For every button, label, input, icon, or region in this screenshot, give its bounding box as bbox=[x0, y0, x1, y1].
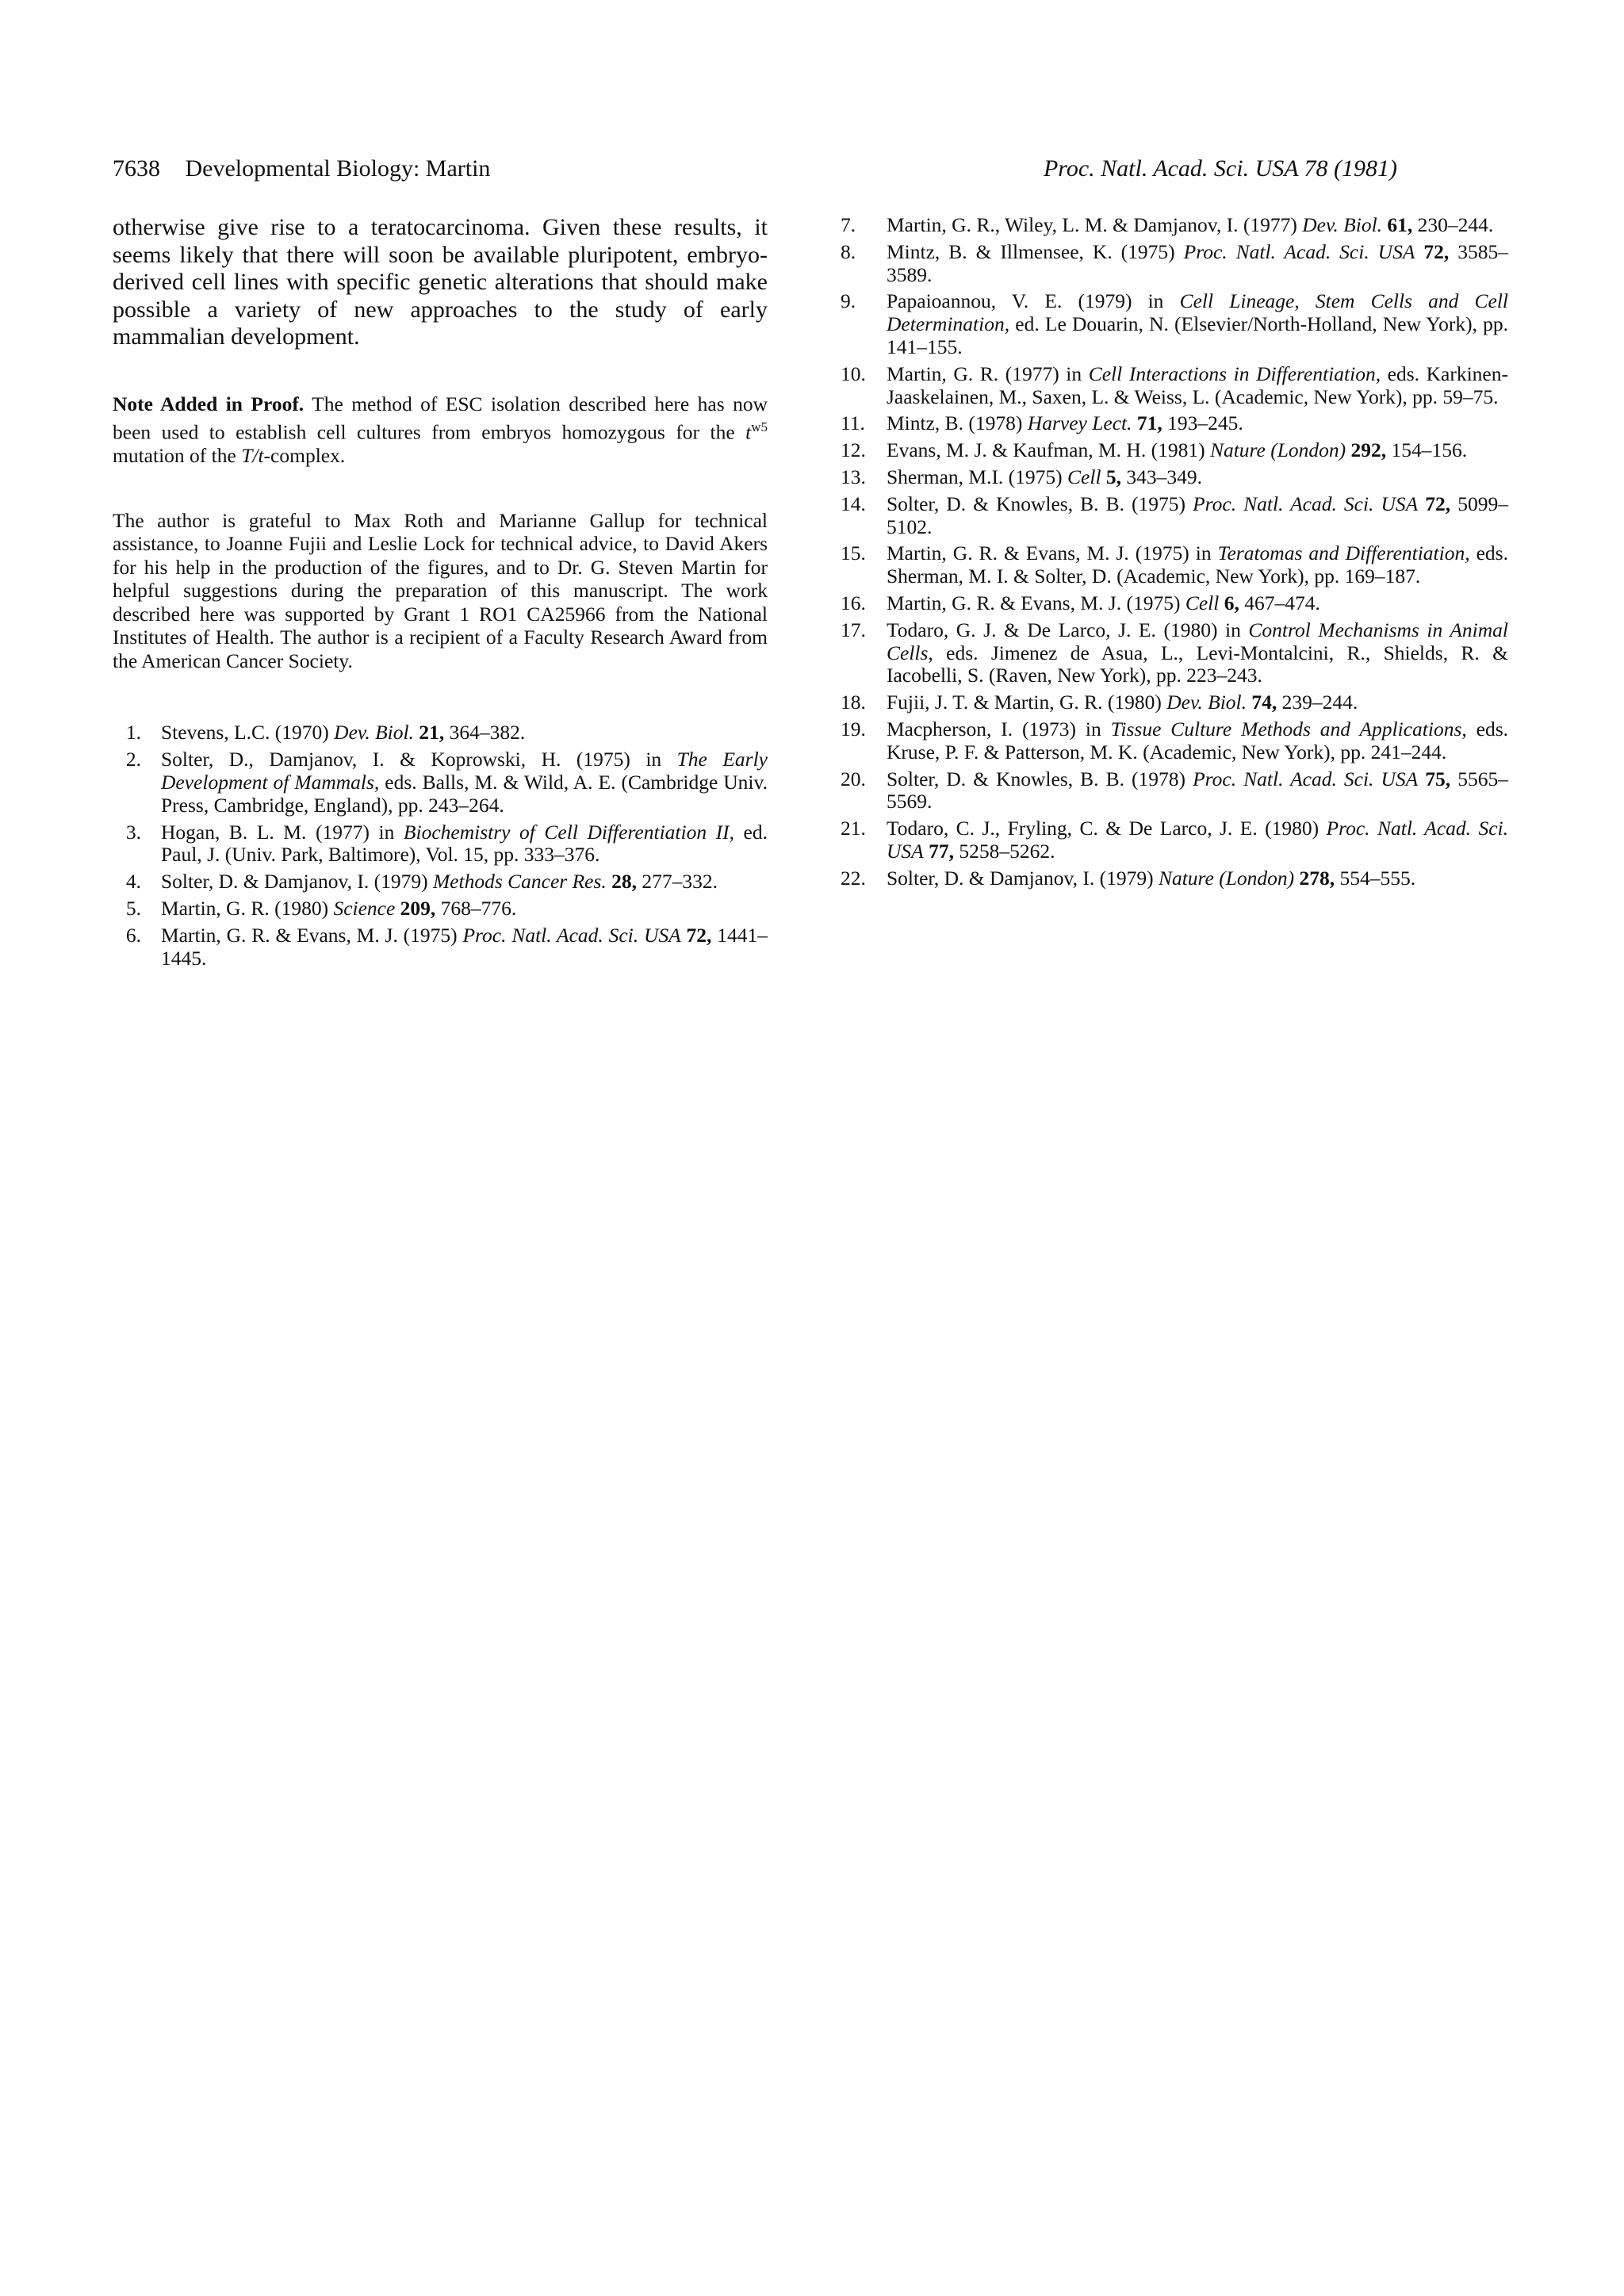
reference-text bbox=[161, 721, 768, 744]
reference-item bbox=[842, 817, 1508, 863]
reference-authors: Martin, G. R. & Evans, M. J. (1975) bbox=[887, 591, 1185, 614]
reference-volume: 72, bbox=[680, 923, 712, 947]
reference-authors: Solter, D. & Damjanov, I. (1979) bbox=[161, 870, 433, 894]
reference-item bbox=[842, 768, 1508, 814]
reference-authors: Sherman, M.I. (1975) bbox=[887, 465, 1068, 488]
reference-volume: 71, bbox=[1132, 411, 1162, 435]
reference-source: Cell bbox=[1067, 465, 1101, 488]
reference-number: 9. bbox=[841, 289, 856, 313]
note-complex: T/t bbox=[241, 444, 264, 468]
reference-item bbox=[842, 718, 1508, 764]
reference-item bbox=[842, 214, 1508, 237]
reference-volume: 61, bbox=[1382, 213, 1413, 236]
reference-authors: Martin, G. R. (1980) bbox=[161, 897, 334, 920]
reference-item bbox=[842, 412, 1508, 435]
reference-item bbox=[842, 466, 1508, 489]
reference-pages: 1441–1445. bbox=[161, 923, 768, 970]
reference-text bbox=[887, 493, 1508, 539]
reference-number: 1. bbox=[125, 721, 141, 744]
body-paragraph: otherwise give rise to a teratocarcinoma. Given these results, it seems likely that there will soon be available pluripotent, embryo-derived cell lines with specific genetic alterations that should make possible a variety of new approaches to the study of early mammalian development. bbox=[113, 214, 768, 350]
reference-item bbox=[842, 439, 1508, 462]
reference-volume: 74, bbox=[1247, 691, 1277, 714]
reference-source: The Early Development of Mammals, bbox=[161, 748, 768, 794]
reference-pages: 467–474. bbox=[1239, 591, 1320, 614]
reference-source: Teratomas and Differentiation, bbox=[1217, 541, 1470, 565]
reference-number: 11. bbox=[841, 411, 865, 435]
reference-authors: Papaioannou, V. E. (1979) in bbox=[887, 289, 1180, 313]
reference-authors: Martin, G. R. & Evans, M. J. (1975) in bbox=[887, 541, 1218, 565]
reference-list-right bbox=[842, 214, 1508, 890]
reference-authors: Martin, G. R. & Evans, M. J. (1975) bbox=[161, 923, 463, 947]
reference-pages: 154–156. bbox=[1386, 438, 1468, 462]
reference-source: Dev. Biol. bbox=[1302, 213, 1383, 236]
reference-number: 17. bbox=[841, 618, 866, 641]
reference-authors: Stevens, L.C. (1970) bbox=[161, 721, 335, 744]
reference-item bbox=[842, 619, 1508, 687]
reference-number: 16. bbox=[841, 591, 866, 614]
reference-pages: eds. Sherman, M. I. & Solter, D. (Academic, New York), pp. 169–187. bbox=[887, 541, 1508, 588]
reference-item bbox=[113, 897, 768, 920]
reference-authors: Mintz, B. & Illmensee, K. (1975) bbox=[887, 239, 1184, 263]
note-added-in-proof bbox=[113, 392, 768, 468]
reference-source: Proc. Natl. Acad. Sci. USA bbox=[887, 817, 1508, 863]
reference-source: Dev. Biol. bbox=[334, 721, 414, 744]
reference-pages: 193–245. bbox=[1162, 411, 1243, 435]
reference-source: Proc. Natl. Acad. Sci. USA bbox=[1193, 767, 1419, 790]
reference-pages: eds. Karkinen-Jaaskelainen, M., Saxen, L. & Weiss, L. (Academic, New York), pp. 59–75. bbox=[887, 362, 1508, 408]
reference-text bbox=[887, 542, 1508, 588]
left-column bbox=[113, 214, 768, 974]
reference-number: 4. bbox=[125, 870, 141, 894]
reference-text bbox=[887, 691, 1508, 714]
reference-item bbox=[842, 592, 1508, 615]
reference-number: 14. bbox=[841, 492, 866, 515]
reference-number: 18. bbox=[841, 691, 866, 714]
reference-pages: 343–349. bbox=[1121, 465, 1203, 488]
reference-source: Proc. Natl. Acad. Sci. USA bbox=[1193, 492, 1419, 515]
reference-authors: Todaro, G. J. & De Larco, J. E. (1980) in bbox=[887, 618, 1249, 641]
reference-text bbox=[887, 768, 1508, 814]
reference-source: Control Mechanisms in Animal Cells, bbox=[887, 618, 1508, 664]
reference-volume: 28, bbox=[606, 870, 638, 894]
reference-item bbox=[113, 821, 768, 867]
reference-text bbox=[161, 897, 768, 920]
reference-item bbox=[113, 748, 768, 817]
reference-number: 12. bbox=[841, 438, 866, 462]
running-header-journal: Proc. Natl. Acad. Sci. USA 78 (1981) bbox=[1043, 155, 1397, 182]
reference-pages: 230–244. bbox=[1412, 213, 1494, 236]
reference-pages: 364–382. bbox=[444, 721, 526, 744]
reference-item bbox=[842, 290, 1508, 358]
reference-number: 20. bbox=[841, 767, 866, 790]
reference-text bbox=[887, 466, 1508, 489]
reference-pages: 277–332. bbox=[637, 870, 718, 894]
reference-volume: 292, bbox=[1346, 438, 1387, 462]
page-number: 7638 bbox=[113, 155, 160, 182]
right-column bbox=[842, 214, 1508, 894]
reference-number: 7. bbox=[841, 213, 856, 236]
reference-text bbox=[887, 592, 1508, 615]
reference-pages: ed. Paul, J. (Univ. Park, Baltimore), Vol. 15, pp. 333–376. bbox=[161, 820, 768, 867]
reference-authors: Solter, D. & Knowles, B. B. (1975) bbox=[887, 492, 1193, 515]
reference-item bbox=[113, 721, 768, 744]
reference-pages: 5099–5102. bbox=[887, 492, 1508, 538]
reference-pages: 239–244. bbox=[1277, 691, 1358, 714]
reference-volume: 209, bbox=[395, 897, 436, 920]
reference-item bbox=[113, 871, 768, 894]
reference-number: 2. bbox=[125, 748, 141, 771]
reference-number: 19. bbox=[841, 717, 866, 740]
reference-text bbox=[887, 290, 1508, 358]
reference-authors: Todaro, C. J., Fryling, C. & De Larco, J. E. (1980) bbox=[887, 817, 1327, 840]
reference-number: 3. bbox=[125, 820, 141, 844]
note-text-2: mutation of the bbox=[113, 444, 242, 468]
reference-pages: 5258–5262. bbox=[954, 839, 1055, 863]
note-allele-superscript: w5 bbox=[751, 419, 768, 435]
reference-volume: 5, bbox=[1101, 465, 1122, 488]
reference-text bbox=[887, 363, 1508, 409]
reference-source: Methods Cancer Res. bbox=[432, 870, 607, 894]
note-text-3: -complex. bbox=[263, 444, 346, 468]
reference-authors: Fujii, J. T. & Martin, G. R. (1980) bbox=[887, 691, 1167, 714]
acknowledgment: The author is grateful to Max Roth and Marianne Gallup for technical assistance, to Joanne Fujii and Leslie Lock for technical advice, to David Akers for his help in the production of the figures, and to Dr. G. Steven Martin for helpful suggestions during the preparation of this manuscript. The work described here was supported by Grant 1 RO1 CA25966 from the National Institutes of Health. The author is a recipient of a Faculty Research Award from the American Cancer Society. bbox=[113, 508, 768, 672]
reference-source: Cell Interactions in Differentiation, bbox=[1088, 362, 1381, 385]
reference-item bbox=[842, 691, 1508, 714]
reference-pages: 768–776. bbox=[435, 897, 517, 920]
reference-text bbox=[161, 821, 768, 867]
reference-text bbox=[887, 867, 1508, 890]
reference-authors: Solter, D. & Knowles, B. B. (1978) bbox=[887, 767, 1193, 790]
reference-source: Nature (London) bbox=[1209, 438, 1346, 462]
reference-source: Proc. Natl. Acad. Sci. USA bbox=[1183, 239, 1415, 263]
reference-number: 13. bbox=[841, 465, 866, 488]
reference-authors: Solter, D., Damjanov, I. & Koprowski, H. (1975) in bbox=[161, 748, 677, 771]
section-title: Developmental Biology: Martin bbox=[185, 155, 491, 182]
reference-item bbox=[842, 363, 1508, 409]
reference-item bbox=[842, 241, 1508, 287]
reference-number: 21. bbox=[841, 817, 866, 840]
reference-text bbox=[161, 924, 768, 970]
reference-number: 5. bbox=[125, 897, 141, 920]
reference-source: Harvey Lect. bbox=[1027, 411, 1132, 435]
reference-volume: 278, bbox=[1294, 866, 1335, 890]
reference-volume: 77, bbox=[923, 839, 954, 863]
reference-source: Nature (London) bbox=[1158, 866, 1295, 890]
reference-pages: 554–555. bbox=[1335, 866, 1416, 890]
reference-text bbox=[161, 871, 768, 894]
reference-number: 22. bbox=[841, 866, 866, 890]
reference-source: Cell bbox=[1185, 591, 1220, 614]
reference-volume: 75, bbox=[1418, 767, 1451, 790]
note-text-1: The method of ESC isolation described here has now been used to establish cell cultures from embryos homozygous for the bbox=[113, 392, 768, 444]
reference-source: Cell Lineage, Stem Cells and Cell Determination, bbox=[887, 289, 1508, 336]
reference-item bbox=[842, 867, 1508, 890]
reference-pages: 5565–5569. bbox=[887, 767, 1508, 813]
reference-item bbox=[842, 542, 1508, 588]
reference-authors: Macpherson, I. (1973) in bbox=[887, 717, 1111, 740]
reference-volume: 72, bbox=[1415, 239, 1450, 263]
reference-text bbox=[887, 718, 1508, 764]
reference-text bbox=[161, 748, 768, 817]
reference-pages: 3585–3589. bbox=[887, 239, 1509, 286]
reference-pages: eds. Kruse, P. F. & Patterson, M. K. (Academic, New York), pp. 241–244. bbox=[887, 717, 1508, 763]
reference-authors: Hogan, B. L. M. (1977) in bbox=[161, 820, 404, 844]
note-allele: t bbox=[745, 420, 752, 444]
reference-volume: 21, bbox=[413, 721, 445, 744]
reference-volume: 6, bbox=[1219, 591, 1239, 614]
reference-text bbox=[887, 619, 1508, 687]
reference-volume: 72, bbox=[1418, 492, 1451, 515]
reference-text bbox=[887, 412, 1508, 435]
reference-number: 15. bbox=[841, 541, 866, 565]
reference-number: 10. bbox=[841, 362, 866, 385]
reference-pages: eds. Jimenez de Asua, L., Levi-Montalcini, R., Shields, R. & Iacobelli, S. (Raven, New York), pp. 223–243. bbox=[887, 641, 1508, 687]
reference-text bbox=[887, 439, 1508, 462]
note-heading: Note Added in Proof. bbox=[113, 392, 304, 415]
reference-source: Science bbox=[333, 897, 396, 920]
reference-item bbox=[842, 493, 1508, 539]
reference-list-left bbox=[113, 721, 768, 970]
reference-authors: Evans, M. J. & Kaufman, M. H. (1981) bbox=[887, 438, 1210, 462]
reference-pages: ed. Le Douarin, N. (Elsevier/North-Holland, New York), pp. 141–155. bbox=[887, 312, 1508, 358]
reference-number: 8. bbox=[841, 239, 856, 263]
reference-source: Proc. Natl. Acad. Sci. USA bbox=[462, 923, 681, 947]
reference-authors: Mintz, B. (1978) bbox=[887, 411, 1028, 435]
reference-source: Tissue Culture Methods and Applications, bbox=[1110, 717, 1467, 740]
reference-authors: Solter, D. & Damjanov, I. (1979) bbox=[887, 866, 1159, 890]
reference-text bbox=[887, 241, 1508, 287]
reference-authors: Martin, G. R. (1977) in bbox=[887, 362, 1089, 385]
reference-text bbox=[887, 214, 1508, 237]
reference-number: 6. bbox=[125, 923, 141, 947]
reference-source: Dev. Biol. bbox=[1166, 691, 1247, 714]
reference-text bbox=[887, 817, 1508, 863]
reference-item bbox=[113, 924, 768, 970]
reference-pages: eds. Balls, M. & Wild, A. E. (Cambridge Univ. Press, Cambridge, England), pp. 243–264. bbox=[161, 771, 768, 817]
reference-source: Biochemistry of Cell Differentiation II, bbox=[403, 820, 734, 844]
running-header-left bbox=[113, 155, 490, 182]
reference-authors: Martin, G. R., Wiley, L. M. & Damjanov, I. (1977) bbox=[887, 213, 1303, 236]
